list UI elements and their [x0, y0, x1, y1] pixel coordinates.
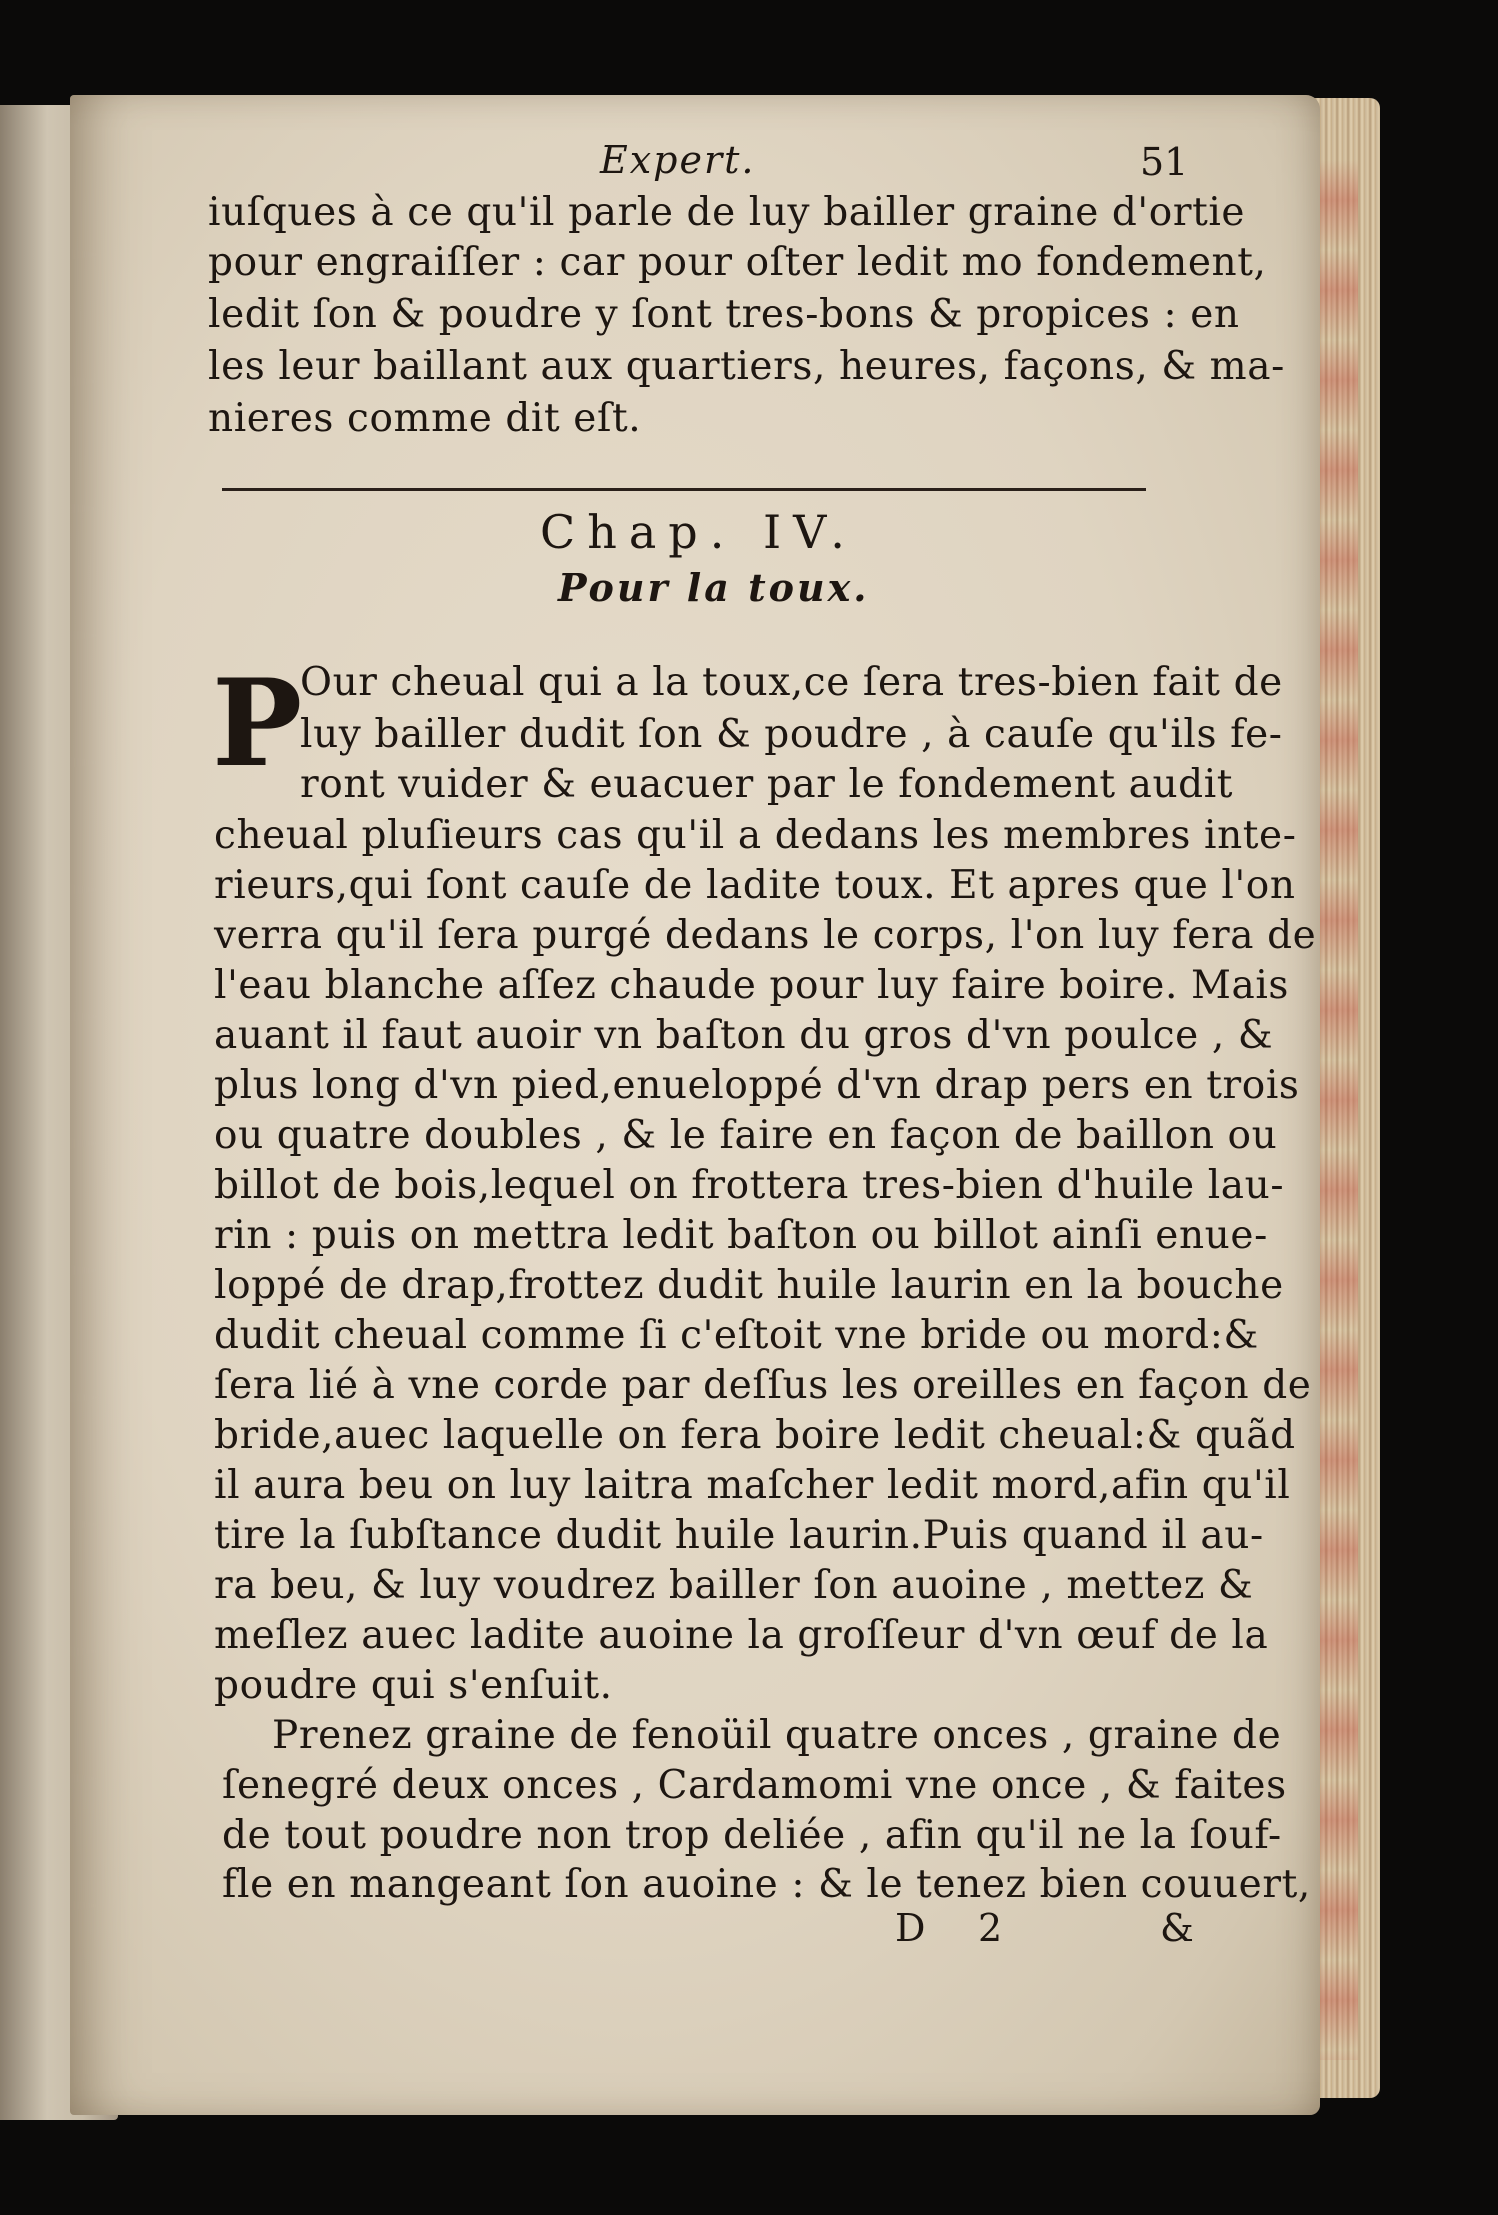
text-line: loppé de drap,frottez dudit huile laurin en la bouche	[214, 1263, 1284, 1308]
catchword: &	[1160, 1906, 1194, 1950]
text-line: rin : puis on mettra ledit baſton ou billot ainſi enue-	[214, 1213, 1268, 1258]
text-line: iuſques à ce qu'il parle de luy bailler graine d'ortie	[208, 190, 1246, 235]
text-line: meſlez auec ladite auoine la groſſeur d'vn œuf de la	[214, 1613, 1269, 1658]
text-line: bride,auec laquelle on fera boire ledit cheual:& quãd	[214, 1413, 1296, 1458]
text-line: luy bailler dudit ſon & poudre , à cauſe qu'ils fe-	[300, 712, 1283, 757]
text-line: ſera lié à vne corde par deſſus les oreilles en façon de	[214, 1363, 1312, 1408]
page-number: 51	[1140, 140, 1189, 184]
text-line: ra beu, & luy voudrez bailler ſon auoine , mettez &	[214, 1563, 1254, 1608]
signature-mark: D	[895, 1906, 926, 1950]
text-line: plus long d'vn pied,enueloppé d'vn drap pers en trois	[214, 1063, 1300, 1108]
text-line: tire la ſubſtance dudit huile laurin.Puis quand il au-	[214, 1513, 1264, 1558]
section-rule-left	[222, 488, 742, 491]
text-line: ou quatre doubles , & le faire en façon de baillon ou	[214, 1113, 1278, 1158]
running-head: Expert.	[600, 138, 756, 182]
text-line: pour engraiſſer : car pour oſter ledit mo fondement,	[208, 240, 1267, 285]
chapter-heading: Chap. IV.	[540, 505, 857, 559]
text-line: auant il faut auoir vn baſton du gros d'vn poulce , &	[214, 1013, 1274, 1058]
text-line: ront vuider & euacuer par le fondement audit	[300, 762, 1234, 807]
signature-number: 2	[978, 1906, 1003, 1950]
text-line: l'eau blanche aſſez chaude pour luy faire boire. Mais	[214, 963, 1290, 1008]
text-line: dudit cheual comme ſi c'eſtoit vne bride ou mord:&	[214, 1313, 1259, 1358]
text-line: il aura beu on luy laitra maſcher ledit mord,afin qu'il	[214, 1463, 1291, 1508]
chapter-title: Pour la toux.	[558, 565, 870, 610]
text-line: verra qu'il ſera purgé dedans le corps, l'on luy fera de	[214, 913, 1317, 958]
text-line: cheual pluſieurs cas qu'il a dedans les membres inte-	[214, 813, 1297, 858]
text-line: les leur baillant aux quartiers, heures, façons, & ma-	[208, 344, 1285, 389]
text-line: de tout poudre non trop deliée , afin qu'il ne la ſouf-	[222, 1813, 1282, 1858]
section-rule-right	[742, 488, 1146, 491]
drop-cap: P	[212, 653, 303, 794]
text-line: nieres comme dit eſt.	[208, 396, 642, 441]
text-line: ledit ſon & poudre y ſont tres-bons & propices : en	[208, 292, 1240, 337]
text-line: ſenegré deux onces , Cardamomi vne once , & faites	[222, 1763, 1287, 1808]
text-line: Our cheual qui a la toux,ce ſera tres-bien fait de	[300, 660, 1283, 705]
text-line: billot de bois,lequel on frottera tres-bien d'huile lau-	[214, 1163, 1285, 1208]
text-line: Prenez graine de fenoüil quatre onces , graine de	[272, 1713, 1282, 1758]
text-line: rieurs,qui ſont cauſe de ladite toux. Et apres que l'on	[214, 863, 1296, 908]
text-line: poudre qui s'enſuit.	[214, 1663, 613, 1708]
text-line: fle en mangeant ſon auoine : & le tenez bien couuert,	[222, 1862, 1311, 1907]
